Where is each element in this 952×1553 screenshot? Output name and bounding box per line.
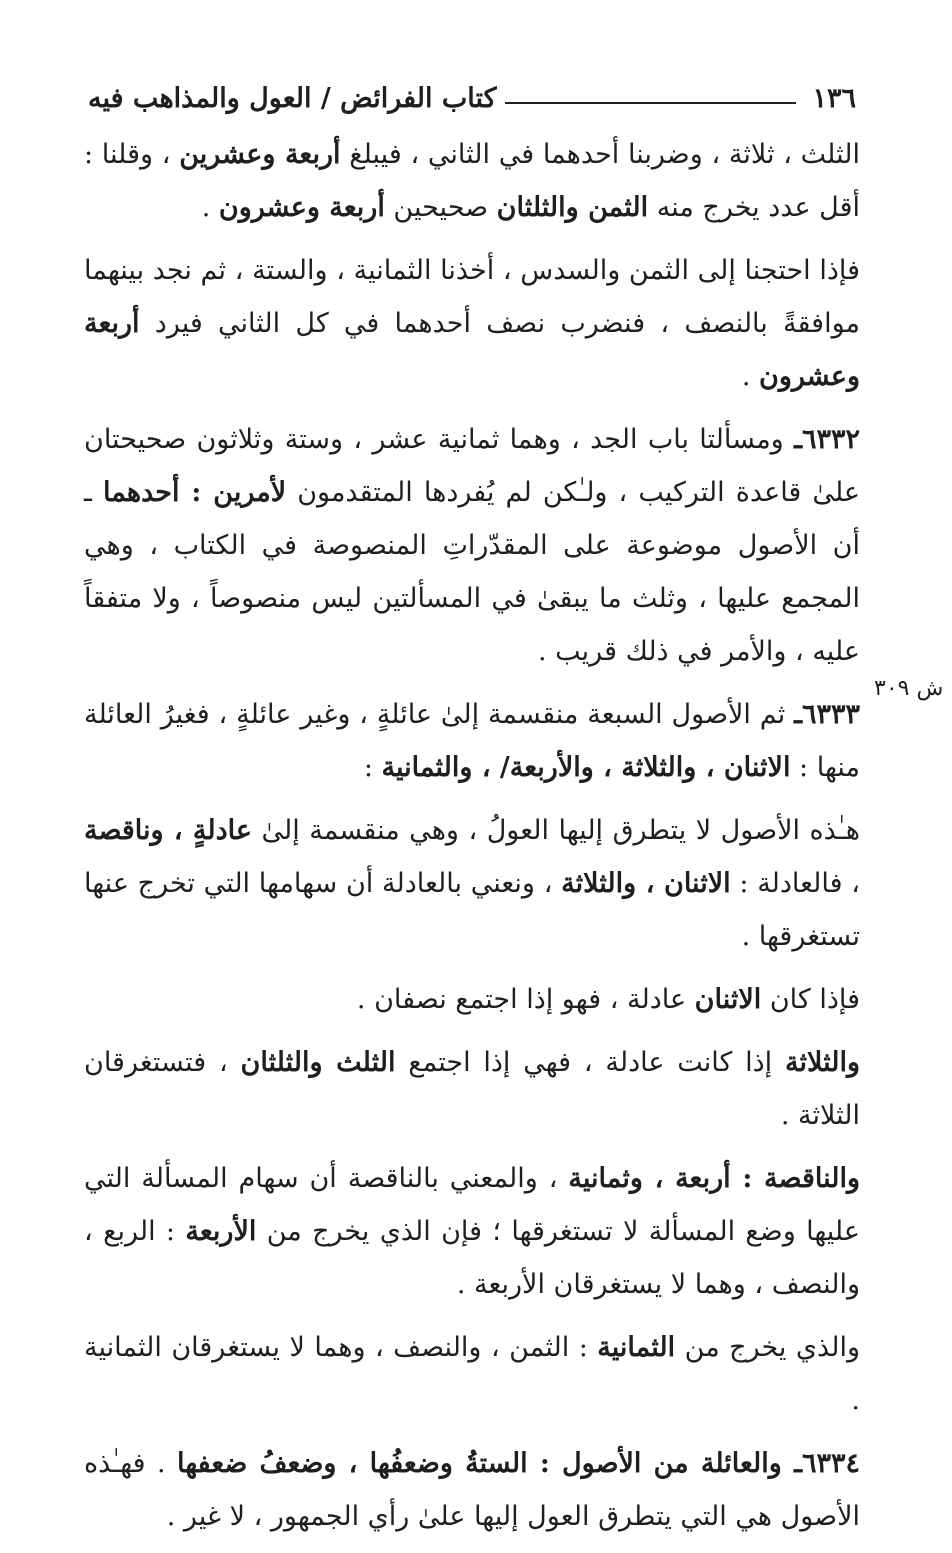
paragraph-8 (84, 1152, 860, 1311)
text-run: ، ونعني بالعادلة أن سهامها التي تخرج عنها تستغرقها . (84, 868, 860, 952)
bold-run: أربعة وعشرين (179, 139, 341, 170)
text-run: فإذا كان (761, 984, 860, 1015)
text-run: صحيحين (384, 192, 497, 223)
text-run: والذي يخرج من (675, 1332, 860, 1363)
text-run: هـٰذه الأصول لا يتطرق إليها العولُ ، وهي منقسمة إلىٰ (252, 815, 860, 846)
text-run: . (201, 192, 219, 223)
text-run: . (741, 361, 759, 392)
bold-run: الاثنان ، والثلاثة ، والأربعة/ ، والثمانية (381, 752, 791, 783)
text-run: ـ أن الأصول موضوعة على المقدّراتِ المنصوصة في الكتاب ، وهي المجمع عليها ، وثلث ما يبقىٰ في المسألتين ليس منصوصاً ، ولا متفقاً عليه ، والأمر في ذلك قريب . (84, 477, 860, 667)
header-rule (505, 102, 797, 104)
text-run: ومسألتا باب الجد ، وهما ثمانية عشر ، وستة وثلاثون صحيحتان علىٰ قاعدة التركيب ، ولـٰكن لم يُفردها المتقدمون (84, 424, 860, 508)
bold-run: الأربعة (185, 1216, 257, 1247)
paragraph-1 (84, 128, 860, 234)
issue-number: ٦٣٣٢ـ (794, 424, 860, 455)
bold-run: والعائلة من الأصول : الستةُ وضعفُها ، وضعفُ ضعفها (176, 1448, 795, 1479)
text-run: ، والمعني بالناقصة أن سهام المسألة التي عليها وضع المسألة لا تستغرقها ؛ فإن الذي يخرج من (84, 1163, 860, 1247)
margin-note: ش ٣٠٩ (874, 676, 944, 701)
bold-run: لأمرين : أحدهما (103, 477, 287, 508)
main-text (84, 128, 860, 1553)
paragraph-9 (84, 1321, 860, 1427)
bold-run: الثلث والثلثان (240, 1047, 396, 1078)
bold-run: الاثنان ، والثلاثة (561, 868, 731, 899)
paragraph-6333 (84, 688, 860, 794)
paragraph-5 (84, 804, 860, 963)
bold-run: عادلةٍ ، وناقصة (84, 815, 252, 846)
text-run: ، فالعادلة : (730, 868, 860, 899)
issue-number: ٦٣٣٤ـ (794, 1448, 860, 1479)
text-run: . فهـٰذه الأصول هي التي يتطرق العول إليها علىٰ رأي الجمهور ، لا غير . (84, 1448, 860, 1532)
bold-run: والناقصة : أربعة ، وثمانية (568, 1163, 860, 1194)
text-run: ثم الأصول السبعة منقسمة إلىٰ عائلةٍ ، وغير عائلةٍ ، فغيرُ العائلة منها : (84, 699, 860, 783)
bold-run: الاثنان (694, 984, 762, 1015)
text-run: إذا كانت عادلة ، فهي إذا اجتمع (395, 1047, 785, 1078)
text-run: : (363, 752, 382, 783)
bold-run: أربعة وعشرون (218, 192, 385, 223)
running-header (88, 74, 856, 114)
paragraph-6334 (84, 1437, 860, 1543)
bold-run: أربعة وعشرون (84, 308, 860, 392)
text-run: عادلة ، فهو إذا اجتمع نصفان . (356, 984, 695, 1015)
text-run: ، فتستغرقان الثلاثة . (84, 1047, 860, 1131)
text-run: : الثمن ، والنصف ، وهما لا يستغرقان الثمانية . (84, 1332, 860, 1416)
text-run: الثلث ، ثلاثة ، وضربنا أحدهما في الثاني ، فيبلغ (340, 139, 860, 170)
text-run: فإذا احتجنا إلى الثمن والسدس ، أخذنا الثمانية ، والستة ، ثم نجد بينهما موافقةً بالنصف ، فنضرب نصف أحدهما في كل الثاني فيرد (84, 255, 860, 339)
issue-number: ٦٣٣٣ـ (794, 699, 860, 730)
bold-run: الثمانية (597, 1332, 676, 1363)
paragraph-6332 (84, 413, 860, 678)
text-run: : الربع ، والنصف ، وهما لا يستغرقان الأربعة . (84, 1216, 860, 1300)
paragraph-7 (84, 1036, 860, 1142)
paragraph-6 (84, 973, 860, 1026)
page-number: ١٣٦ (812, 83, 856, 114)
bold-run: الثمن والثلثان (496, 192, 649, 223)
chapter-title: كتاب الفرائض / العول والمذاهب فيه (88, 83, 497, 114)
paragraph-2 (84, 244, 860, 403)
text-run: ، وقلنا : أقل عدد يخرج منه (84, 139, 860, 223)
bold-run: والثلاثة (784, 1047, 860, 1078)
